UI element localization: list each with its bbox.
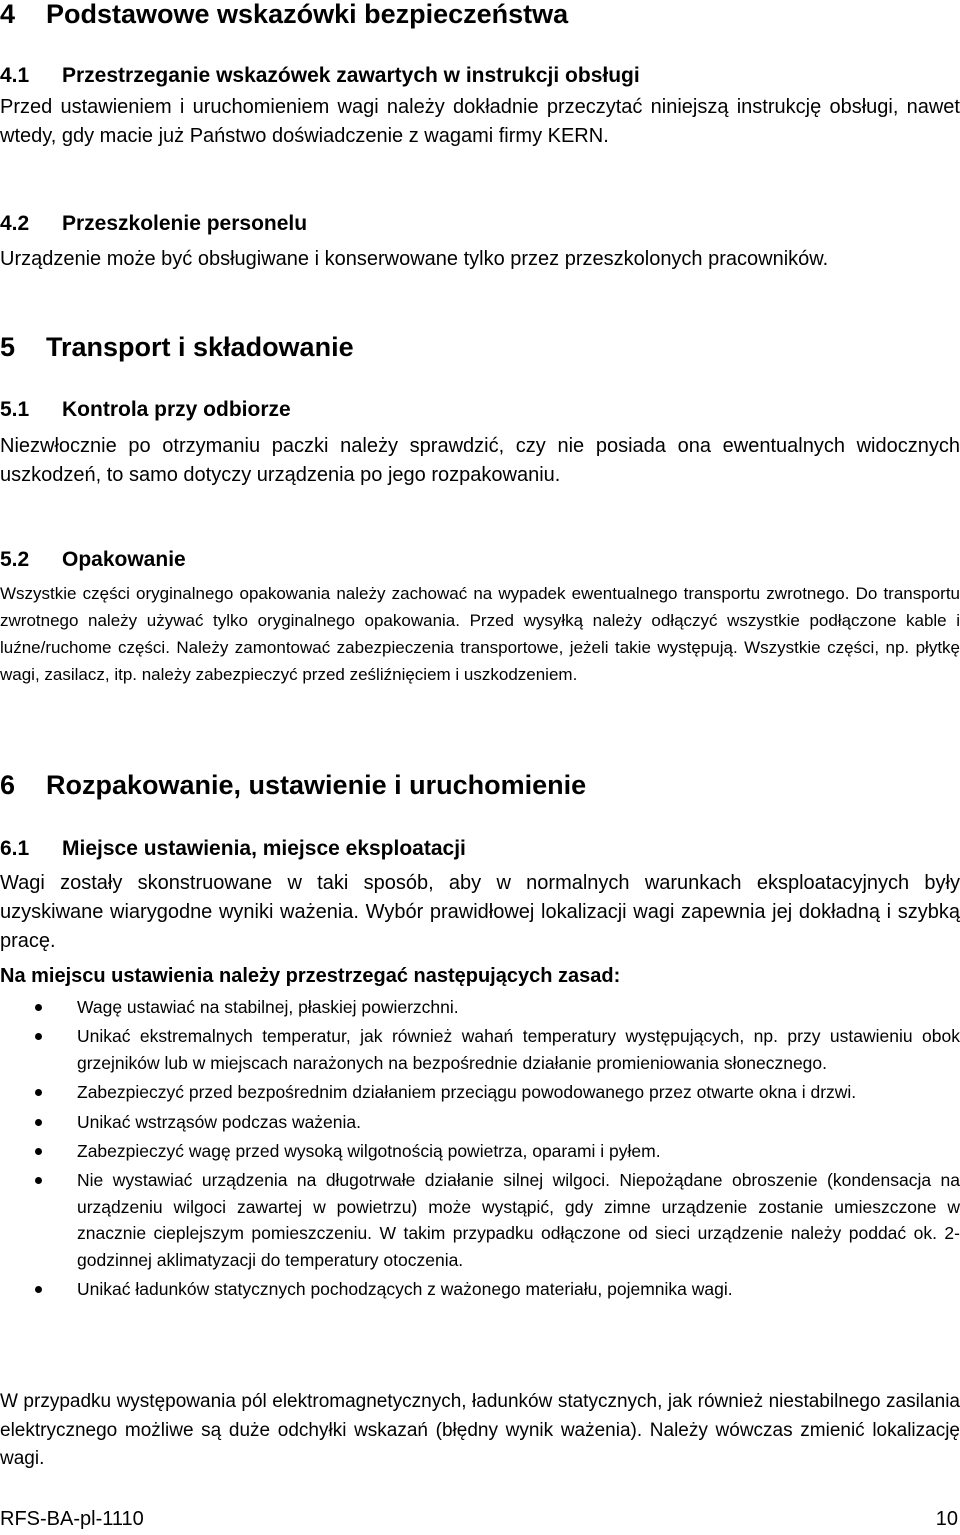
list-item: Wagę ustawiać na stabilnej, płaskiej powierzchni. xyxy=(0,994,960,1020)
section-number: 4 xyxy=(0,0,16,29)
section-4-heading xyxy=(0,0,960,28)
document-id: RFS-BA-pl-1110 xyxy=(0,1508,144,1530)
list-item: Zabezpieczyć przed bezpośrednim działaniem przeciągu powodowanego przez otwarte okna i drzwi. xyxy=(0,1079,960,1105)
section-number: 4.1 xyxy=(0,64,30,87)
bullet-icon xyxy=(35,1033,42,1040)
bullet-icon xyxy=(35,1089,42,1096)
bullet-icon xyxy=(35,1119,42,1126)
list-item: Unikać ładunków statycznych pochodzących z ważonego materiału, pojemnika wagi. xyxy=(0,1276,960,1302)
section-6-heading xyxy=(0,771,960,799)
section-5-2-body: Wszystkie części oryginalnego opakowania należy zachować na wypadek ewentualnego transportu zwrotnego. Do transportu zwrotnego należy używać tylko oryginalnego opakowania. Przed wysyłką należy odłączyć wszystkie podłączone kable i luźne/ruchome części. Należy zamontować zabezpieczenia transportowe, jeżeli takie występują. Wszystkie części, np. płytkę wagi, zasilacz, itp. należy zabezpieczyć przed ześliźnięciem i uszkodzeniem. xyxy=(0,584,960,684)
section-number: 5.2 xyxy=(0,548,30,571)
rules-lead: Na miejscu ustawienia należy przestrzegać następujących zasad: xyxy=(0,965,621,987)
section-title: Kontrola przy odbiorze xyxy=(62,398,291,421)
section-4-1-heading xyxy=(0,64,960,88)
section-title: Podstawowe wskazówki bezpieczeństwa xyxy=(46,0,569,29)
bullet-icon xyxy=(35,1004,42,1011)
rules-list xyxy=(0,994,960,1305)
section-title: Przestrzeganie wskazówek zawartych w instrukcji obsługi xyxy=(62,64,640,87)
bullet-icon xyxy=(35,1148,42,1155)
section-4-2-heading xyxy=(0,212,960,236)
section-title: Przeszkolenie personelu xyxy=(62,212,308,235)
section-number: 4.2 xyxy=(0,212,30,235)
section-5-2-heading xyxy=(0,548,960,572)
bullet-icon xyxy=(35,1286,42,1293)
list-item: Nie wystawiać urządzenia na długotrwałe działanie silnej wilgoci. Niepożądane obroszenie (kondensacja na urządzeniu wilgoci zawartej w powietrzu) może wystąpić, gdy zimne urządzenie zostanie umieszczone w znacznie cieplejszym pomieszczeniu. W takim przypadku odłączone od sieci urządzenie należy poddać ok. 2-godzinnej aklimatyzacji do temperatury otoczenia. xyxy=(0,1167,960,1273)
section-title: Opakowanie xyxy=(62,548,186,571)
bullet-icon xyxy=(35,1177,42,1184)
section-5-heading xyxy=(0,333,960,361)
section-number: 6.1 xyxy=(0,837,30,860)
section-number: 5 xyxy=(0,332,16,362)
section-5-1-body: Niezwłocznie po otrzymaniu paczki należy sprawdzić, czy nie posiada ona ewentualnych widocznych uszkodzeń, to samo dotyczy urządzenia po jego rozpakowaniu. xyxy=(0,435,960,486)
section-title: Miejsce ustawienia, miejsce eksploatacji xyxy=(62,837,466,860)
section-number: 6 xyxy=(0,770,16,800)
list-item: Unikać ekstremalnych temperatur, jak również wahań temperatury występujących, np. przy ustawieniu obok grzejników lub w miejscach narażonych na bezpośrednie działanie promieniowania słonecznego. xyxy=(0,1023,960,1076)
section-title: Rozpakowanie, ustawienie i uruchomienie xyxy=(46,770,587,800)
section-6-1-heading xyxy=(0,837,960,861)
section-5-1-heading xyxy=(0,398,960,422)
closing-paragraph: W przypadku występowania pól elektromagnetycznych, ładunków statycznych, jak również niestabilnego zasilania elektrycznego możliwe są duże odchyłki wskazań (błędny wynik ważenia). Należy wówczas zmienić lokalizację wagi. xyxy=(0,1391,960,1469)
page-footer xyxy=(0,1506,960,1532)
section-4-2-body: Urządzenie może być obsługiwane i konserwowane tylko przez przeszkolonych pracowników. xyxy=(0,248,829,270)
section-4-1-body: Przed ustawieniem i uruchomieniem wagi należy dokładnie przeczytać niniejszą instrukcję obsługi, nawet wtedy, gdy macie już Państwo doświadczenie z wagami firmy KERN. xyxy=(0,96,960,147)
section-6-1-body: Wagi zostały skonstruowane w taki sposób, aby w normalnych warunkach eksploatacyjnych były uzyskiwane wiarygodne wyniki ważenia. Wybór prawidłowej lokalizacji wagi zapewnia jej dokładną i szybką pracę. xyxy=(0,872,960,952)
section-number: 5.1 xyxy=(0,398,30,421)
page-number: 10 xyxy=(935,1508,958,1530)
list-item: Zabezpieczyć wagę przed wysoką wilgotnością powietrza, oparami i pyłem. xyxy=(0,1138,960,1164)
section-title: Transport i składowanie xyxy=(46,332,354,362)
list-item: Unikać wstrząsów podczas ważenia. xyxy=(0,1109,960,1135)
